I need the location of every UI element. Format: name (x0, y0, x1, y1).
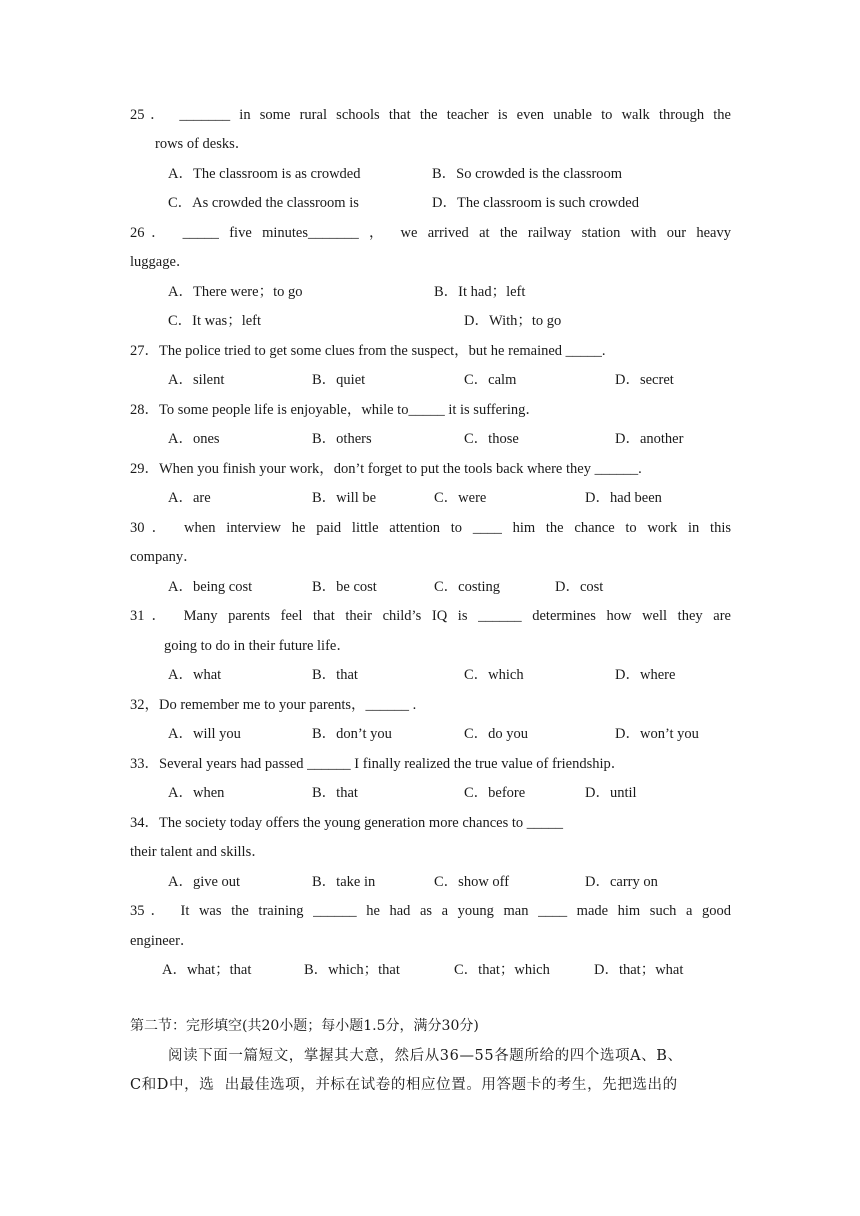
question-35-option-c: C．that；which (454, 962, 550, 978)
question-35-option-d: D．that；what (594, 962, 684, 978)
question-34-option-c: C．show off (434, 874, 510, 890)
question-27-option-b: B．quiet (312, 372, 366, 388)
question-34-line-1: 34．The society today offers the young generation more chances to _____ (130, 815, 563, 831)
question-32-option-c: C．do you (464, 726, 529, 742)
question-27-option-a: A．silent (168, 372, 225, 388)
question-28-option-c: C．those (464, 431, 519, 447)
question-32-option-a: A．will you (168, 726, 241, 742)
question-32-option-b: B．don’t you (312, 726, 392, 742)
question-30-option-a: A．being cost (168, 579, 253, 595)
question-34-line-2: their talent and skills． (130, 844, 266, 860)
question-31-option-a: A．what (168, 667, 222, 683)
question-29-option-b: B．will be (312, 490, 377, 506)
question-28-option-a: A．ones (168, 431, 220, 447)
question-31-line-2: going to do in their future life． (164, 638, 351, 654)
question-30-line-1: 30． when interview he paid little attention to ____ him the chance to work in this (130, 520, 731, 536)
question-30-line-2: company． (130, 549, 198, 565)
question-31-option-d: D．where (615, 667, 676, 683)
question-32-option-d: D．won’t you (615, 726, 699, 742)
question-33-option-a: A．when (168, 785, 225, 801)
section-2-instructions-line-1: 阅读下面一篇短文，掌握其大意，然后从36—55各题所给的四个选项A、B、 (168, 1048, 683, 1064)
question-34-option-a: A．give out (168, 874, 241, 890)
question-33-option-c: C．before (464, 785, 526, 801)
question-27-option-d: D．secret (615, 372, 674, 388)
question-33-option-d: D．until (585, 785, 637, 801)
section-2-heading: 第二节：完形填空(共20小题；每小题1.5分，满分30分) (130, 1018, 479, 1034)
question-33-option-b: B．that (312, 785, 358, 801)
question-29-option-a: A．are (168, 490, 211, 506)
question-31-option-c: C．which (464, 667, 524, 683)
question-29-option-c: C．were (434, 490, 487, 506)
question-27-line-1: 27．The police tried to get some clues from the suspect，but he remained _____. (130, 343, 606, 359)
question-35-option-b: B．which；that (304, 962, 400, 978)
question-27-option-c: C．calm (464, 372, 517, 388)
question-30-option-c: C．costing (434, 579, 501, 595)
question-34-option-d: D．carry on (585, 874, 658, 890)
question-26-option-c: C．It was；left (168, 313, 262, 329)
question-26-option-d: D．With；to go (464, 313, 562, 329)
question-35-option-a: A．what；that (162, 962, 252, 978)
question-33-line-1: 33．Several years had passed ______ I finally realized the true value of friendship． (130, 756, 626, 772)
question-28-line-1: 28．To some people life is enjoyable，while to_____ it is suffering． (130, 402, 540, 418)
question-25-line-2: rows of desks． (155, 136, 250, 152)
question-28-option-d: D．another (615, 431, 684, 447)
question-30-option-b: B．be cost (312, 579, 377, 595)
question-31-option-b: B．that (312, 667, 358, 683)
question-26-option-b: B．It had；left (434, 284, 526, 300)
question-25-option-b: B．So crowded is the classroom (432, 166, 623, 182)
question-26-line-2: luggage． (130, 254, 191, 270)
question-31-line-1: 31． Many parents feel that their child’s IQ is ______ determines how well they are (130, 608, 731, 624)
question-35-line-1: 35． It was the training ______ he had as a young man ____ made him such a good (130, 903, 731, 919)
question-30-option-d: D．cost (555, 579, 604, 595)
question-25-line-1: 25． _______ in some rural schools that the teacher is even unable to walk through the (130, 107, 731, 123)
section-2-instructions-line-2: C和D中，选 出最佳选项，并标在试卷的相应位置。用答题卡的考生，先把选出的 (130, 1077, 678, 1093)
question-26-line-1: 26． _____ five minutes_______ ， we arrived at the railway station with our heavy (130, 225, 731, 241)
question-29-line-1: 29．When you finish your work，don’t forget to put the tools back where they ______. (130, 461, 642, 477)
question-26-option-a: A．There were；to go (168, 284, 303, 300)
question-28-option-b: B．others (312, 431, 372, 447)
question-25-option-d: D．The classroom is such crowded (432, 195, 639, 211)
question-35-line-2: engineer． (130, 933, 195, 949)
question-25-option-c: C．As crowded the classroom is (168, 195, 359, 211)
question-25-option-a: A．The classroom is as crowded (168, 166, 361, 182)
question-32-line-1: 32，Do remember me to your parents，______ . (130, 697, 417, 713)
question-34-option-b: B．take in (312, 874, 376, 890)
question-29-option-d: D．had been (585, 490, 662, 506)
